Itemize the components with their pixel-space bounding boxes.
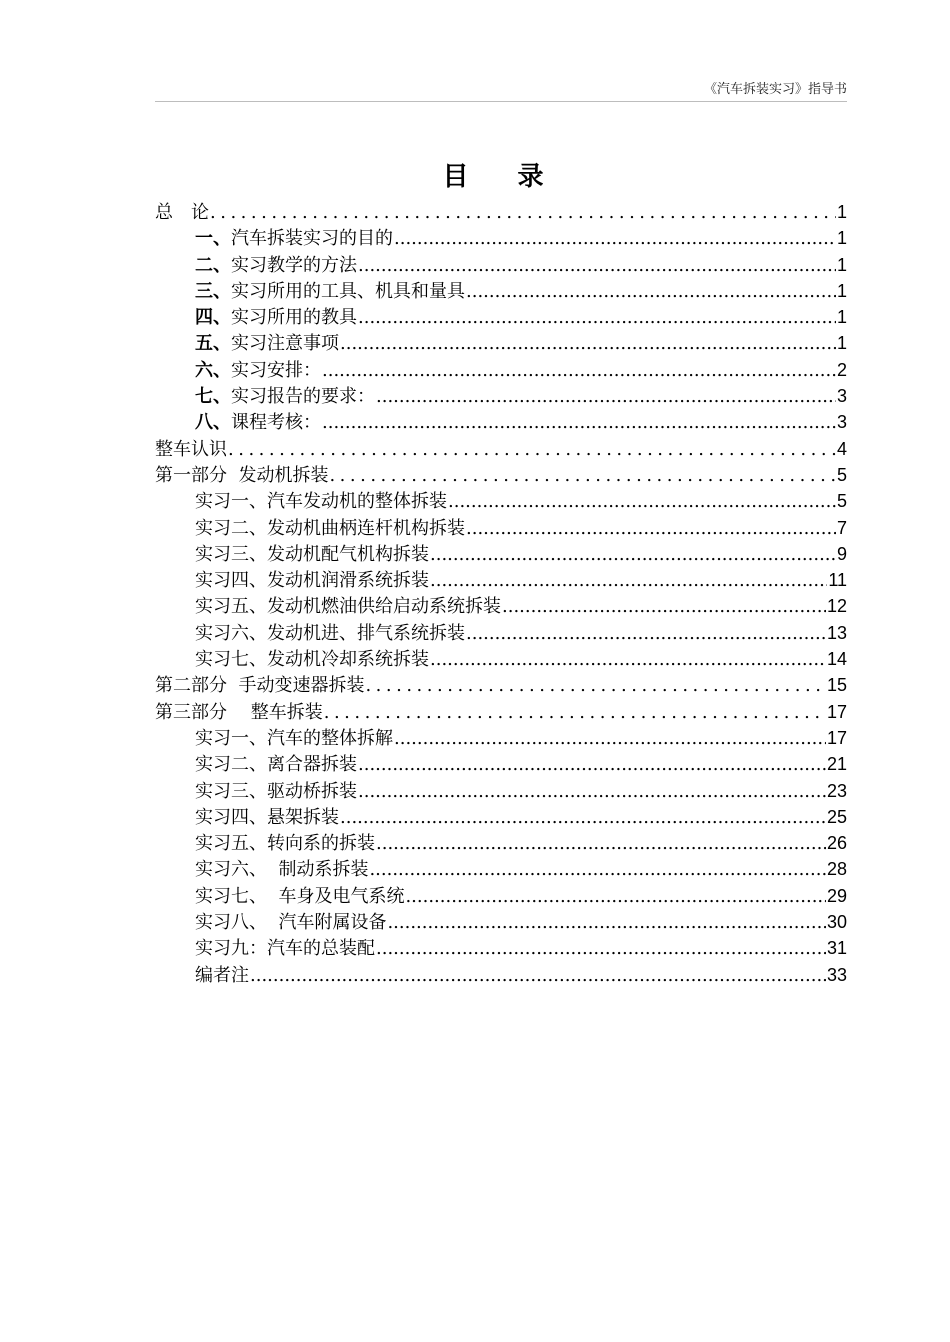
toc-entry-label: 实习三、发动机配气机构拆装 [195,543,429,565]
toc-entry[interactable] [155,750,847,776]
page-title: 目 录 [442,162,564,192]
toc-dot-leader [329,465,836,486]
toc-entry-label: 实习六、发动机进、排气系统拆装 [195,622,465,644]
toc-entry-label: 实习所用的工具、机具和量具 [231,280,465,302]
toc-page-number: 5 [836,491,847,512]
toc-entry[interactable] [155,435,847,461]
toc-page-number: 1 [836,307,847,328]
toc-entry-label: 实习一、汽车发动机的整体拆装 [195,491,447,513]
toc-entry[interactable] [155,645,847,671]
toc-entry[interactable] [155,487,847,513]
toc-dot-leader [376,938,826,959]
toc-entry-label: 实习教学的方法 [231,254,357,276]
toc-entry-number: 一、 [195,228,231,250]
toc-entry[interactable] [155,777,847,803]
toc-dot-leader [430,649,826,670]
toc-dot-leader [466,623,826,644]
toc-entry-number: 七、 [195,386,231,408]
toc-entry-number: 六、 [195,359,231,381]
toc-entry-number: 四、 [195,307,231,329]
toc-entry[interactable] [155,224,847,250]
toc-dot-leader [322,360,836,381]
toc-entry[interactable] [155,855,847,881]
toc-page-number: 28 [826,859,847,880]
toc-entry-label: 编者注 [195,964,249,986]
toc-page-number: 15 [826,675,847,696]
toc-entry[interactable] [155,303,847,329]
toc-entry[interactable] [155,671,847,697]
toc-entry[interactable] [155,408,847,434]
toc-page-number: 13 [826,622,847,643]
toc-dot-leader [394,728,826,749]
toc-dot-leader [369,859,826,880]
toc-entry-label: 课程考核： [231,412,321,434]
toc-entry-label: 汽车拆装实习的目的 [231,228,393,250]
toc-entry-label: 实习安排： [231,359,321,381]
toc-entry[interactable] [155,514,847,540]
toc-page-number: 2 [836,359,847,380]
toc-entry-label: 实习二、离合器拆装 [195,754,357,776]
toc-dot-leader [430,544,836,565]
toc-entry-label: 第二部分 手动变速器拆装 [155,675,365,697]
toc-page-number: 5 [836,464,847,485]
toc-entry[interactable] [155,461,847,487]
toc-page-number: 33 [826,964,847,985]
toc-entry[interactable] [155,329,847,355]
toc-dot-leader [448,491,836,512]
toc-dot-leader [387,912,826,933]
toc-entry[interactable] [155,698,847,724]
toc-entry-label: 实习一、汽车的整体拆解 [195,727,393,749]
toc-page-number: 1 [836,280,847,301]
toc-entry[interactable] [155,251,847,277]
toc-dot-leader [210,202,836,223]
toc-page-number: 1 [836,228,847,249]
toc-entry-label: 实习五、发动机燃油供给启动系统拆装 [195,596,501,618]
toc-entry-label: 第三部分 整车拆装 [155,701,323,723]
toc-entry-label: 总 论 [155,202,209,223]
toc-entry-label: 实习二、发动机曲柄连杆机构拆装 [195,517,465,539]
toc-entry-label: 实习四、发动机润滑系统拆装 [195,570,429,592]
toc-dot-leader [250,965,826,986]
running-header: 《汽车拆装实习》指导书 [703,82,847,97]
toc-entry-label: 实习八、 汽车附属设备 [195,912,387,934]
toc-dot-leader [466,518,836,539]
toc-page-number: 17 [826,727,847,748]
toc-entry-label: 实习九：汽车的总装配 [195,938,375,960]
toc-dot-leader [358,307,836,328]
toc-dot-leader [324,702,826,723]
toc-entry[interactable] [155,277,847,303]
toc-entry[interactable] [155,724,847,750]
toc-page-number: 7 [836,517,847,538]
header-rule [155,101,847,102]
toc-page-number: 3 [836,412,847,433]
toc-dot-leader [394,228,836,249]
toc-page-number: 26 [826,833,847,854]
toc-entry[interactable] [155,356,847,382]
toc-page-number: 1 [836,254,847,275]
toc-page-number: 21 [826,754,847,775]
toc-entry[interactable] [155,592,847,618]
toc-page-number: 23 [826,780,847,801]
toc-entry-number: 三、 [195,280,231,302]
toc-dot-leader [228,439,836,460]
toc-entry-label: 整车认识 [155,438,227,460]
toc-entry[interactable] [155,829,847,855]
toc-dot-leader [466,281,836,302]
toc-entry-label: 实习注意事项 [231,333,339,355]
toc-entry-label: 实习四、悬架拆装 [195,806,339,828]
toc-entry[interactable] [155,198,847,224]
toc-entry-label: 实习报告的要求： [231,386,375,408]
toc-dot-leader [365,675,826,696]
toc-dot-leader [376,386,836,407]
toc-page-number: 25 [826,806,847,827]
toc-page-number: 9 [836,543,847,564]
toc-page-number: 17 [826,701,847,722]
toc-entry-label: 实习七、发动机冷却系统拆装 [195,649,429,671]
toc-dot-leader [358,754,826,775]
toc-entry[interactable] [155,934,847,960]
toc-dot-leader [322,412,836,433]
toc-page-number: 12 [826,596,847,617]
toc-entry-number: 二、 [195,254,231,276]
toc-page-number: 14 [826,649,847,670]
toc-entry-label: 实习七、 车身及电气系统 [195,885,405,907]
toc-entry-label: 实习六、 制动系拆装 [195,859,369,881]
toc-entry[interactable] [155,803,847,829]
toc-dot-leader [405,886,826,907]
toc-page-number: 29 [826,885,847,906]
toc-entry[interactable] [155,619,847,645]
toc-page-number: 4 [836,438,847,459]
toc-page-number: 3 [836,386,847,407]
toc-page-number: 11 [828,570,847,591]
toc-entry-label: 实习所用的教具 [231,307,357,329]
toc-dot-leader [358,781,826,802]
toc-entry-number: 五、 [195,333,231,355]
toc-dot-leader [340,333,836,354]
table-of-contents [155,198,847,987]
toc-entry-label: 实习三、驱动桥拆装 [195,780,357,802]
toc-page-number: 31 [826,938,847,959]
toc-entry[interactable] [155,566,847,592]
toc-dot-leader [376,833,826,854]
toc-dot-leader [430,570,827,591]
toc-page-number: 1 [836,333,847,354]
toc-entry[interactable] [155,382,847,408]
toc-dot-leader [358,255,836,276]
toc-page-number: 1 [836,202,847,222]
toc-entry[interactable] [155,540,847,566]
toc-entry-label: 第一部分 发动机拆装 [155,464,329,486]
toc-entry-label: 实习五、转向系的拆装 [195,833,375,855]
toc-entry[interactable] [155,908,847,934]
toc-page-number: 30 [826,912,847,933]
toc-entry[interactable] [155,961,847,987]
toc-dot-leader [502,596,826,617]
toc-entry[interactable] [155,882,847,908]
toc-entry-number: 八、 [195,412,231,434]
toc-dot-leader [340,807,826,828]
